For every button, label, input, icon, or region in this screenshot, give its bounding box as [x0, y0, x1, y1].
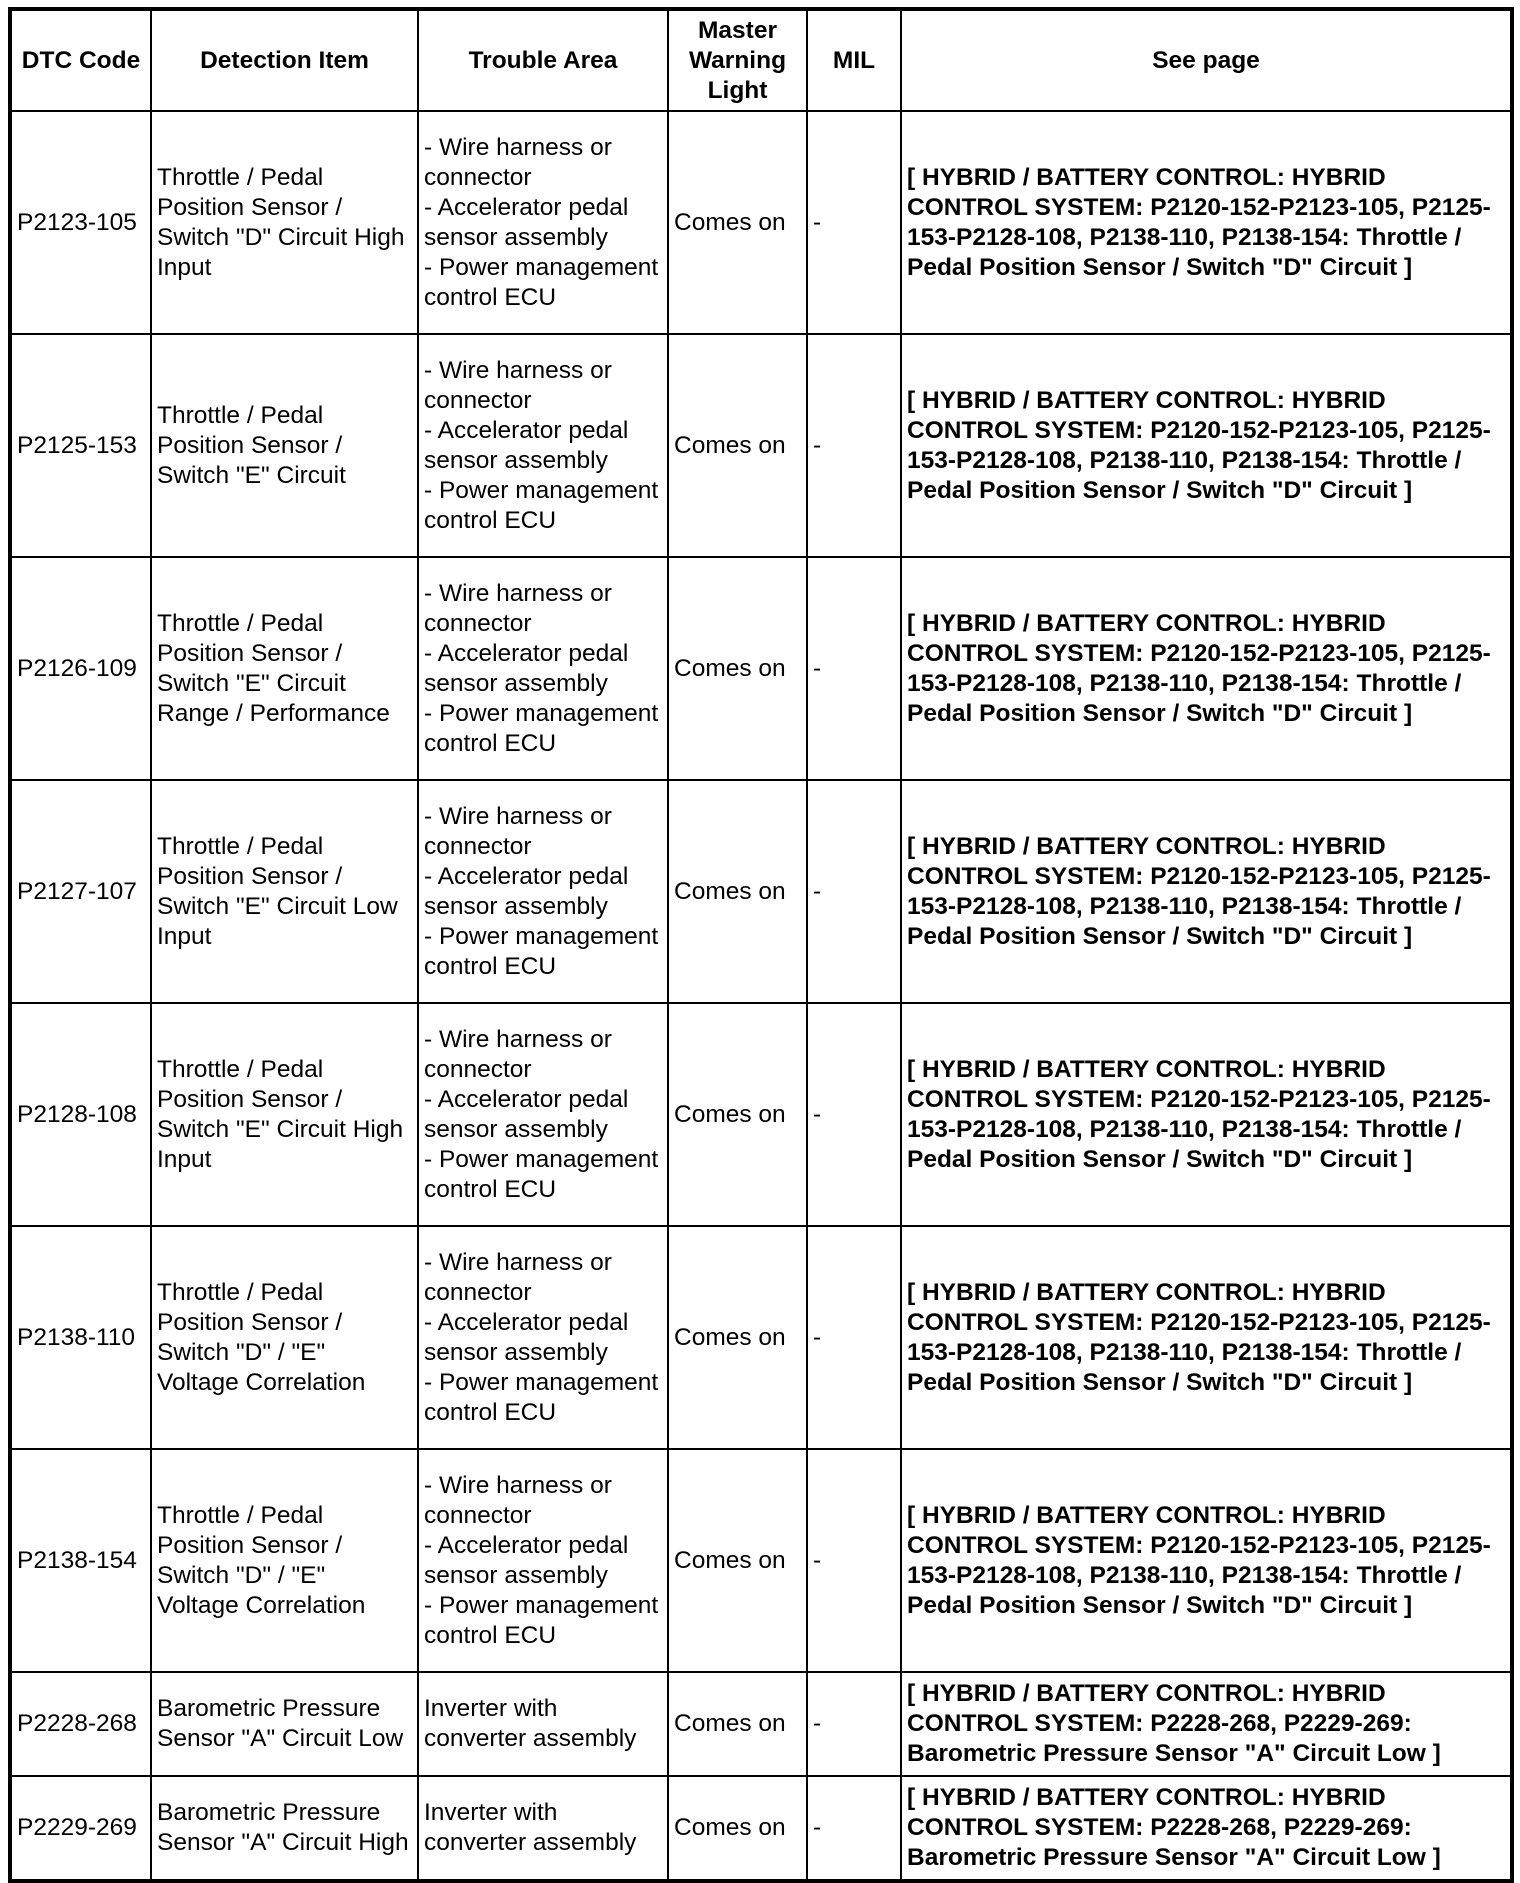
trouble-area-line: - Accelerator pedal sensor assembly	[424, 193, 629, 251]
table-row	[10, 1003, 1512, 1226]
trouble-area-line: - Wire harness or connector	[424, 1471, 612, 1529]
dtc-table	[8, 7, 1514, 1883]
mil-cell: -	[807, 1449, 901, 1672]
dtc-code-cell: P2138-110	[10, 1226, 151, 1449]
master-warning-cell: Comes on	[668, 780, 807, 1003]
detection-item-cell: Throttle / Pedal Position Sensor / Switch "E" Circuit	[151, 334, 418, 557]
dtc-code-cell: P2127-107	[10, 780, 151, 1003]
master-warning-cell: Comes on	[668, 1226, 807, 1449]
dtc-code-cell: P2138-154	[10, 1449, 151, 1672]
mil-cell: -	[807, 334, 901, 557]
see-page-cell: [ HYBRID / BATTERY CONTROL: HYBRID CONTROL SYSTEM: P2228-268, P2229-269: Barometric Pressure Sensor "A" Circuit Low ]	[901, 1672, 1512, 1776]
trouble-area-line: Inverter with converter assembly	[424, 1695, 637, 1752]
table-header-row	[10, 9, 1512, 111]
header-detection-item: Detection Item	[151, 9, 418, 111]
dtc-code-cell: P2123-105	[10, 111, 151, 334]
mil-cell: -	[807, 1672, 901, 1776]
trouble-area-line: - Power management control ECU	[424, 1591, 659, 1649]
mil-cell: -	[807, 1226, 901, 1449]
header-trouble-area: Trouble Area	[418, 9, 668, 111]
trouble-area-line: - Wire harness or connector	[424, 1248, 612, 1306]
table-row	[10, 1776, 1512, 1881]
detection-item-cell: Barometric Pressure Sensor "A" Circuit High	[151, 1776, 418, 1881]
master-warning-cell: Comes on	[668, 1672, 807, 1776]
mil-cell: -	[807, 1776, 901, 1881]
see-page-cell: [ HYBRID / BATTERY CONTROL: HYBRID CONTROL SYSTEM: P2120-152-P2123-105, P2125-153-P2128-108, P2138-110, P2138-154: Throttle / Pedal Position Sensor / Switch "D" Circuit ]	[901, 780, 1512, 1003]
see-page-cell: [ HYBRID / BATTERY CONTROL: HYBRID CONTROL SYSTEM: P2120-152-P2123-105, P2125-153-P2128-108, P2138-110, P2138-154: Throttle / Pedal Position Sensor / Switch "D" Circuit ]	[901, 334, 1512, 557]
trouble-area-cell	[418, 1672, 668, 1776]
see-page-cell: [ HYBRID / BATTERY CONTROL: HYBRID CONTROL SYSTEM: P2120-152-P2123-105, P2125-153-P2128-108, P2138-110, P2138-154: Throttle / Pedal Position Sensor / Switch "D" Circuit ]	[901, 557, 1512, 780]
trouble-area-line: - Wire harness or connector	[424, 356, 612, 414]
trouble-area-line: - Wire harness or connector	[424, 579, 612, 637]
trouble-area-line: - Accelerator pedal sensor assembly	[424, 1531, 629, 1589]
master-warning-cell: Comes on	[668, 1449, 807, 1672]
trouble-area-line: - Power management control ECU	[424, 476, 659, 534]
trouble-area-line: - Power management control ECU	[424, 699, 659, 757]
mil-cell: -	[807, 557, 901, 780]
trouble-area-cell	[418, 1226, 668, 1449]
trouble-area-line: - Accelerator pedal sensor assembly	[424, 1085, 629, 1143]
mil-cell: -	[807, 780, 901, 1003]
dtc-code-cell: P2125-153	[10, 334, 151, 557]
trouble-area-line: - Power management control ECU	[424, 1145, 659, 1203]
dtc-code-cell: P2229-269	[10, 1776, 151, 1881]
trouble-area-line: Inverter with converter assembly	[424, 1799, 637, 1856]
trouble-area-line: - Wire harness or connector	[424, 133, 612, 191]
header-see-page: See page	[901, 9, 1512, 111]
trouble-area-cell	[418, 1776, 668, 1881]
trouble-area-line: - Power management control ECU	[424, 253, 659, 311]
detection-item-cell: Barometric Pressure Sensor "A" Circuit Low	[151, 1672, 418, 1776]
mil-cell: -	[807, 1003, 901, 1226]
trouble-area-line: - Accelerator pedal sensor assembly	[424, 1308, 629, 1366]
see-page-cell: [ HYBRID / BATTERY CONTROL: HYBRID CONTROL SYSTEM: P2120-152-P2123-105, P2125-153-P2128-108, P2138-110, P2138-154: Throttle / Pedal Position Sensor / Switch "D" Circuit ]	[901, 1003, 1512, 1226]
table-row	[10, 111, 1512, 334]
table-row	[10, 1226, 1512, 1449]
see-page-cell: [ HYBRID / BATTERY CONTROL: HYBRID CONTROL SYSTEM: P2120-152-P2123-105, P2125-153-P2128-108, P2138-110, P2138-154: Throttle / Pedal Position Sensor / Switch "D" Circuit ]	[901, 1226, 1512, 1449]
master-warning-cell: Comes on	[668, 1003, 807, 1226]
table-row	[10, 780, 1512, 1003]
detection-item-cell: Throttle / Pedal Position Sensor / Switch "D" / "E" Voltage Correlation	[151, 1226, 418, 1449]
see-page-cell: [ HYBRID / BATTERY CONTROL: HYBRID CONTROL SYSTEM: P2120-152-P2123-105, P2125-153-P2128-108, P2138-110, P2138-154: Throttle / Pedal Position Sensor / Switch "D" Circuit ]	[901, 1449, 1512, 1672]
header-mil: MIL	[807, 9, 901, 111]
dtc-code-cell: P2128-108	[10, 1003, 151, 1226]
trouble-area-cell	[418, 334, 668, 557]
dtc-code-cell: P2228-268	[10, 1672, 151, 1776]
trouble-area-cell	[418, 557, 668, 780]
detection-item-cell: Throttle / Pedal Position Sensor / Switch "D" / "E" Voltage Correlation	[151, 1449, 418, 1672]
master-warning-cell: Comes on	[668, 111, 807, 334]
trouble-area-cell	[418, 111, 668, 334]
trouble-area-cell	[418, 780, 668, 1003]
trouble-area-line: - Power management control ECU	[424, 922, 659, 980]
trouble-area-line: - Accelerator pedal sensor assembly	[424, 639, 629, 697]
trouble-area-line: - Accelerator pedal sensor assembly	[424, 862, 629, 920]
table-row	[10, 334, 1512, 557]
detection-item-cell: Throttle / Pedal Position Sensor / Switch "E" Circuit Low Input	[151, 780, 418, 1003]
detection-item-cell: Throttle / Pedal Position Sensor / Switch "E" Circuit High Input	[151, 1003, 418, 1226]
see-page-cell: [ HYBRID / BATTERY CONTROL: HYBRID CONTROL SYSTEM: P2228-268, P2229-269: Barometric Pressure Sensor "A" Circuit Low ]	[901, 1776, 1512, 1881]
table-row	[10, 1672, 1512, 1776]
master-warning-cell: Comes on	[668, 1776, 807, 1881]
detection-item-cell: Throttle / Pedal Position Sensor / Switch "E" Circuit Range / Performance	[151, 557, 418, 780]
trouble-area-line: - Power management control ECU	[424, 1368, 659, 1426]
trouble-area-cell	[418, 1003, 668, 1226]
trouble-area-line: - Wire harness or connector	[424, 1025, 612, 1083]
header-master-warning-light: Master Warning Light	[668, 9, 807, 111]
trouble-area-cell	[418, 1449, 668, 1672]
table-row	[10, 557, 1512, 780]
table-row	[10, 1449, 1512, 1672]
header-dtc-code: DTC Code	[10, 9, 151, 111]
master-warning-cell: Comes on	[668, 334, 807, 557]
dtc-code-cell: P2126-109	[10, 557, 151, 780]
see-page-cell: [ HYBRID / BATTERY CONTROL: HYBRID CONTROL SYSTEM: P2120-152-P2123-105, P2125-153-P2128-108, P2138-110, P2138-154: Throttle / Pedal Position Sensor / Switch "D" Circuit ]	[901, 111, 1512, 334]
trouble-area-line: - Wire harness or connector	[424, 802, 612, 860]
trouble-area-line: - Accelerator pedal sensor assembly	[424, 416, 629, 474]
mil-cell: -	[807, 111, 901, 334]
detection-item-cell: Throttle / Pedal Position Sensor / Switch "D" Circuit High Input	[151, 111, 418, 334]
master-warning-cell: Comes on	[668, 557, 807, 780]
